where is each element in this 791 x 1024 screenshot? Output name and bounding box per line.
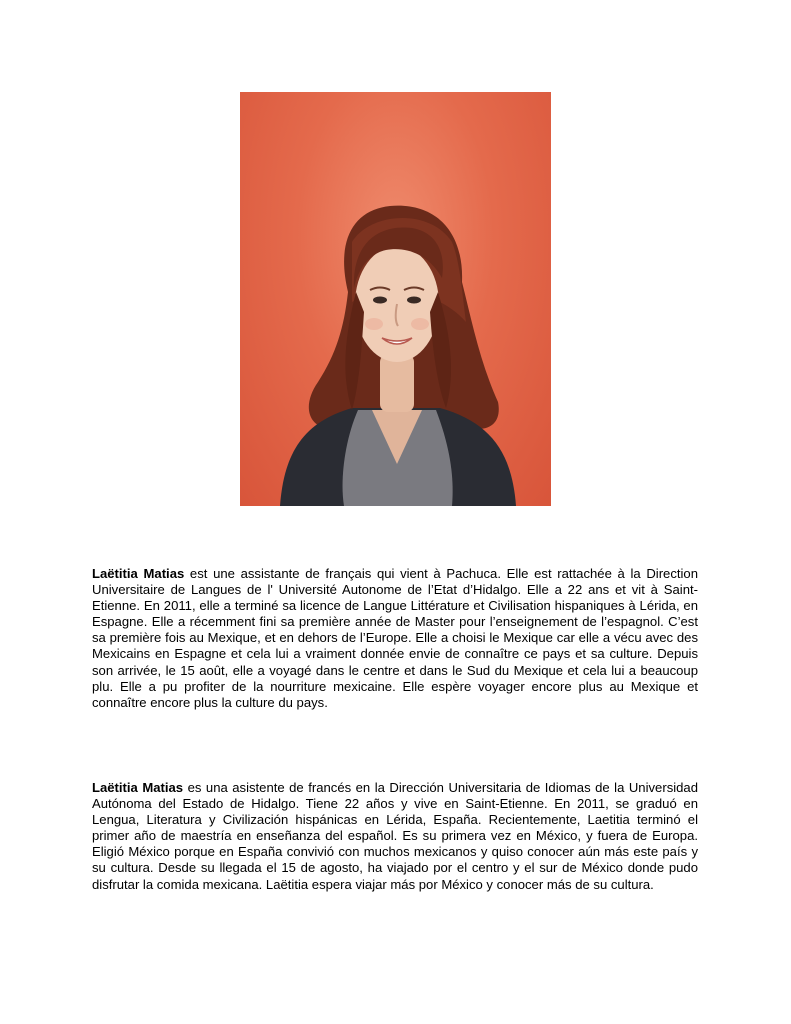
bio-spanish-name: Laëtitia Matias xyxy=(92,780,184,795)
portrait-photo xyxy=(240,92,551,506)
bio-french-text: est une assistante de français qui vient à Pachuca. Elle est rattachée à la Direction Universitaire de Langues de l' Université Autonome de l’Etat d’Hidalgo. Elle a 22 ans et vit à Saint-Etienne. En 2011, elle a terminé sa licence de Langue Littérature et Civilisation hispaniques à Lérida, en Espagne. Elle a récemment fini sa première année de Master pour l’enseignement de l’espagnol. C’est sa première fois au Mexique, et en dehors de l’Europe. Elle a choisi le Mexique car elle a vécu avec des Mexicains en Espagne et cela lui a vraiment donnée envie de connaître ce pays et sa culture. Depuis son arrivée, le 15 août, elle a voyagé dans le centre et dans le Sud du Mexique et cela lui a beaucoup plu. Elle a pu profiter de la nourriture mexicaine. Elle espère voyager encore plus au Mexique et connaître encore plus la culture du pays. xyxy=(92,566,698,710)
bio-spanish xyxy=(92,780,698,893)
bio-french xyxy=(92,566,698,711)
bio-french-name: Laëtitia Matias xyxy=(92,566,185,581)
bio-spanish-text: es una asistente de francés en la Dirección Universitaria de Idiomas de la Universidad Autónoma del Estado de Hidalgo. Tiene 22 años y vive en Saint-Etienne. En 2011, se graduó en Lengua, Literatura y Civilización hispánicas en Lérida, España. Recientemente, Laetitia terminó el primer año de maestría en enseñanza del español. Es su primera vez en México, y fuera de Europa. Eligió México porque en España convivió con muchos mexicanos y quiso conocer aún más este país y su cultura. Desde su llegada el 15 de agosto, ha viajado por el centro y el sur de México donde pudo disfrutar la comida mexicana. Laëtitia espera viajar más por México y conocer más de su cultura. xyxy=(92,780,698,892)
